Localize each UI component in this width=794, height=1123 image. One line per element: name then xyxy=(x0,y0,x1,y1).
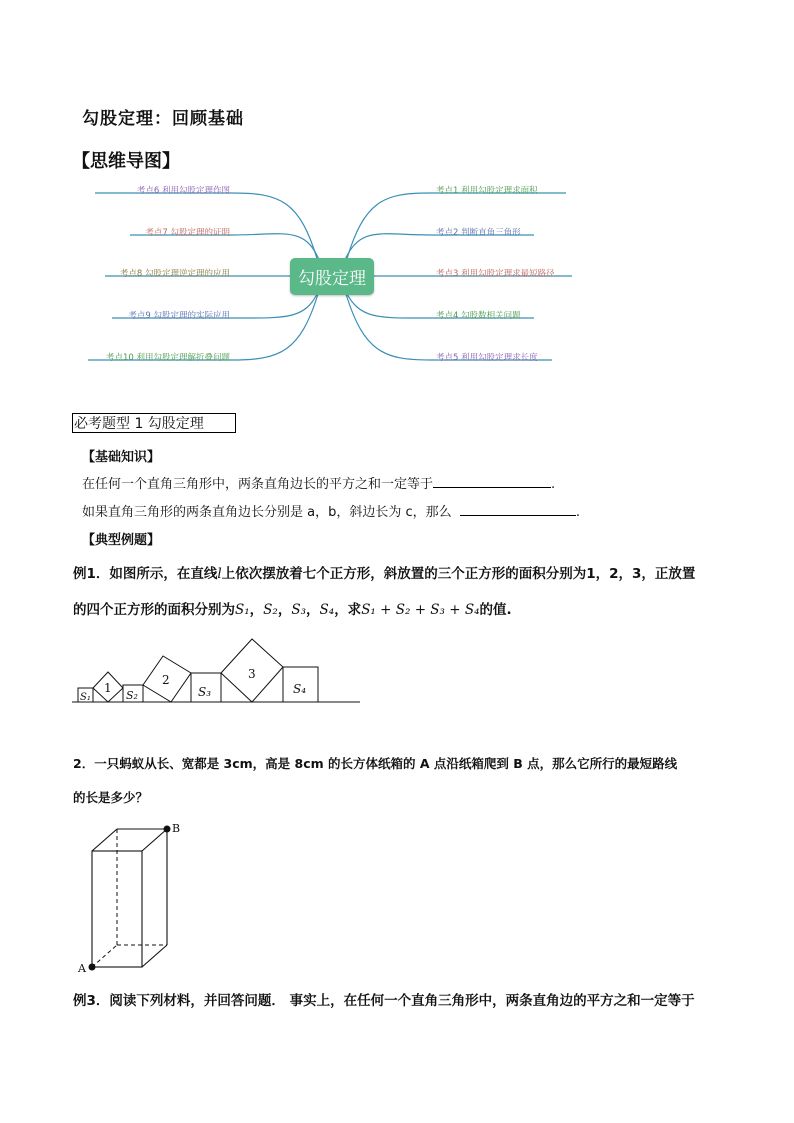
connector-left-4 xyxy=(232,292,318,318)
mindmap-node-left-4: 考点9 勾股定理的实际应用 xyxy=(128,311,230,321)
point-b xyxy=(164,826,171,833)
mindmap-node-right-3: 考点3 利用勾股定理求最短路径 xyxy=(436,269,555,279)
basic-line-1-text: 在任何一个直角三角形中，两条直角边长的平方之和一定等于 xyxy=(82,477,434,492)
mindmap-node-right-5: 考点5 利用勾股定理求长度 xyxy=(436,353,538,363)
label-a: A xyxy=(78,962,86,975)
page-title: 勾股定理：回顾基础 xyxy=(82,109,244,129)
example-1-line-1: 例1．如图所示，在直线l上依次摆放着七个正方形，斜放置的三个正方形的面积分别为1，2，3，正放置 xyxy=(73,566,696,582)
label-1: 1 xyxy=(104,681,112,695)
hidden-edge-diagonal xyxy=(92,945,117,967)
mindmap-connectors xyxy=(0,0,794,400)
connector-right-4 xyxy=(346,292,430,318)
basic-knowledge-line-1: 在任何一个直角三角形中，两条直角边长的平方之和一定等于 . xyxy=(82,477,556,492)
connector-left-1 xyxy=(232,193,318,262)
section-type-label: 必考题型 1 勾股定理 xyxy=(72,413,236,433)
mindmap-node-right-4: 考点4 勾股数相关问题 xyxy=(436,311,521,321)
connector-right-5 xyxy=(346,294,430,360)
point-a xyxy=(89,964,96,971)
basic-knowledge-line-2: 如果直角三角形的两条直角边长分别是 a，b，斜边长为 c，那么 . xyxy=(82,505,581,520)
mindmap-node-left-3: 考点8 勾股定理逆定理的应用 xyxy=(119,269,230,279)
mindmap-node-left-5: 考点10 利用勾股定理解折叠问题 xyxy=(105,353,230,363)
label-s4: S₄ xyxy=(293,682,307,696)
squares-figure xyxy=(0,630,794,710)
label-s2: S₂ xyxy=(126,689,138,702)
connector-left-5 xyxy=(232,294,318,360)
mindmap-center: 勾股定理 xyxy=(290,258,374,295)
label-b: B xyxy=(172,822,181,835)
connector-right-1 xyxy=(346,193,430,262)
label-3: 3 xyxy=(248,667,256,681)
basic-knowledge-heading: 【基础知识】 xyxy=(82,450,161,465)
example-2-line-1: 2．一只蚂蚁从长、宽都是 3cm，高是 8cm 的长方体纸箱的 A 点沿纸箱爬到 B 点，那么它所行的最短路线 xyxy=(73,756,678,771)
mindmap-node-left-2: 考点7 勾股定理的证明 xyxy=(145,228,230,238)
label-s1: S₁ xyxy=(80,692,91,703)
basic-line-2-text: 如果直角三角形的两条直角边长分别是 a，b，斜边长为 c，那么 xyxy=(82,505,452,520)
example-3-line-1: 例3．阅读下列材料，并回答问题． 事实上，在任何一个直角三角形中，两条直角边的平方之和一定等于 xyxy=(73,993,695,1009)
cuboid-figure xyxy=(0,815,794,980)
example-heading: 【典型例题】 xyxy=(82,533,161,548)
mindmap-node-left-1: 考点6 利用勾股定理作图 xyxy=(136,186,230,196)
example-1-line-2: 的四个正方形的面积分别为S₁，S₂，S₃，S₄，求S₁ + S₂ + S₃ + S₄的值. xyxy=(73,602,512,618)
label-s3: S₃ xyxy=(198,685,212,699)
answer-blank-2[interactable] xyxy=(460,503,576,516)
answer-blank-1[interactable] xyxy=(433,475,551,488)
mindmap-node-right-2: 考点2 判断直角三角形 xyxy=(436,228,521,238)
label-2: 2 xyxy=(162,673,170,687)
mindmap-heading: 【思维导图】 xyxy=(72,151,180,172)
mindmap-node-right-1: 考点1 利用勾股定理求面积 xyxy=(436,186,538,196)
example-2-line-2: 的长是多少？ xyxy=(73,790,149,805)
